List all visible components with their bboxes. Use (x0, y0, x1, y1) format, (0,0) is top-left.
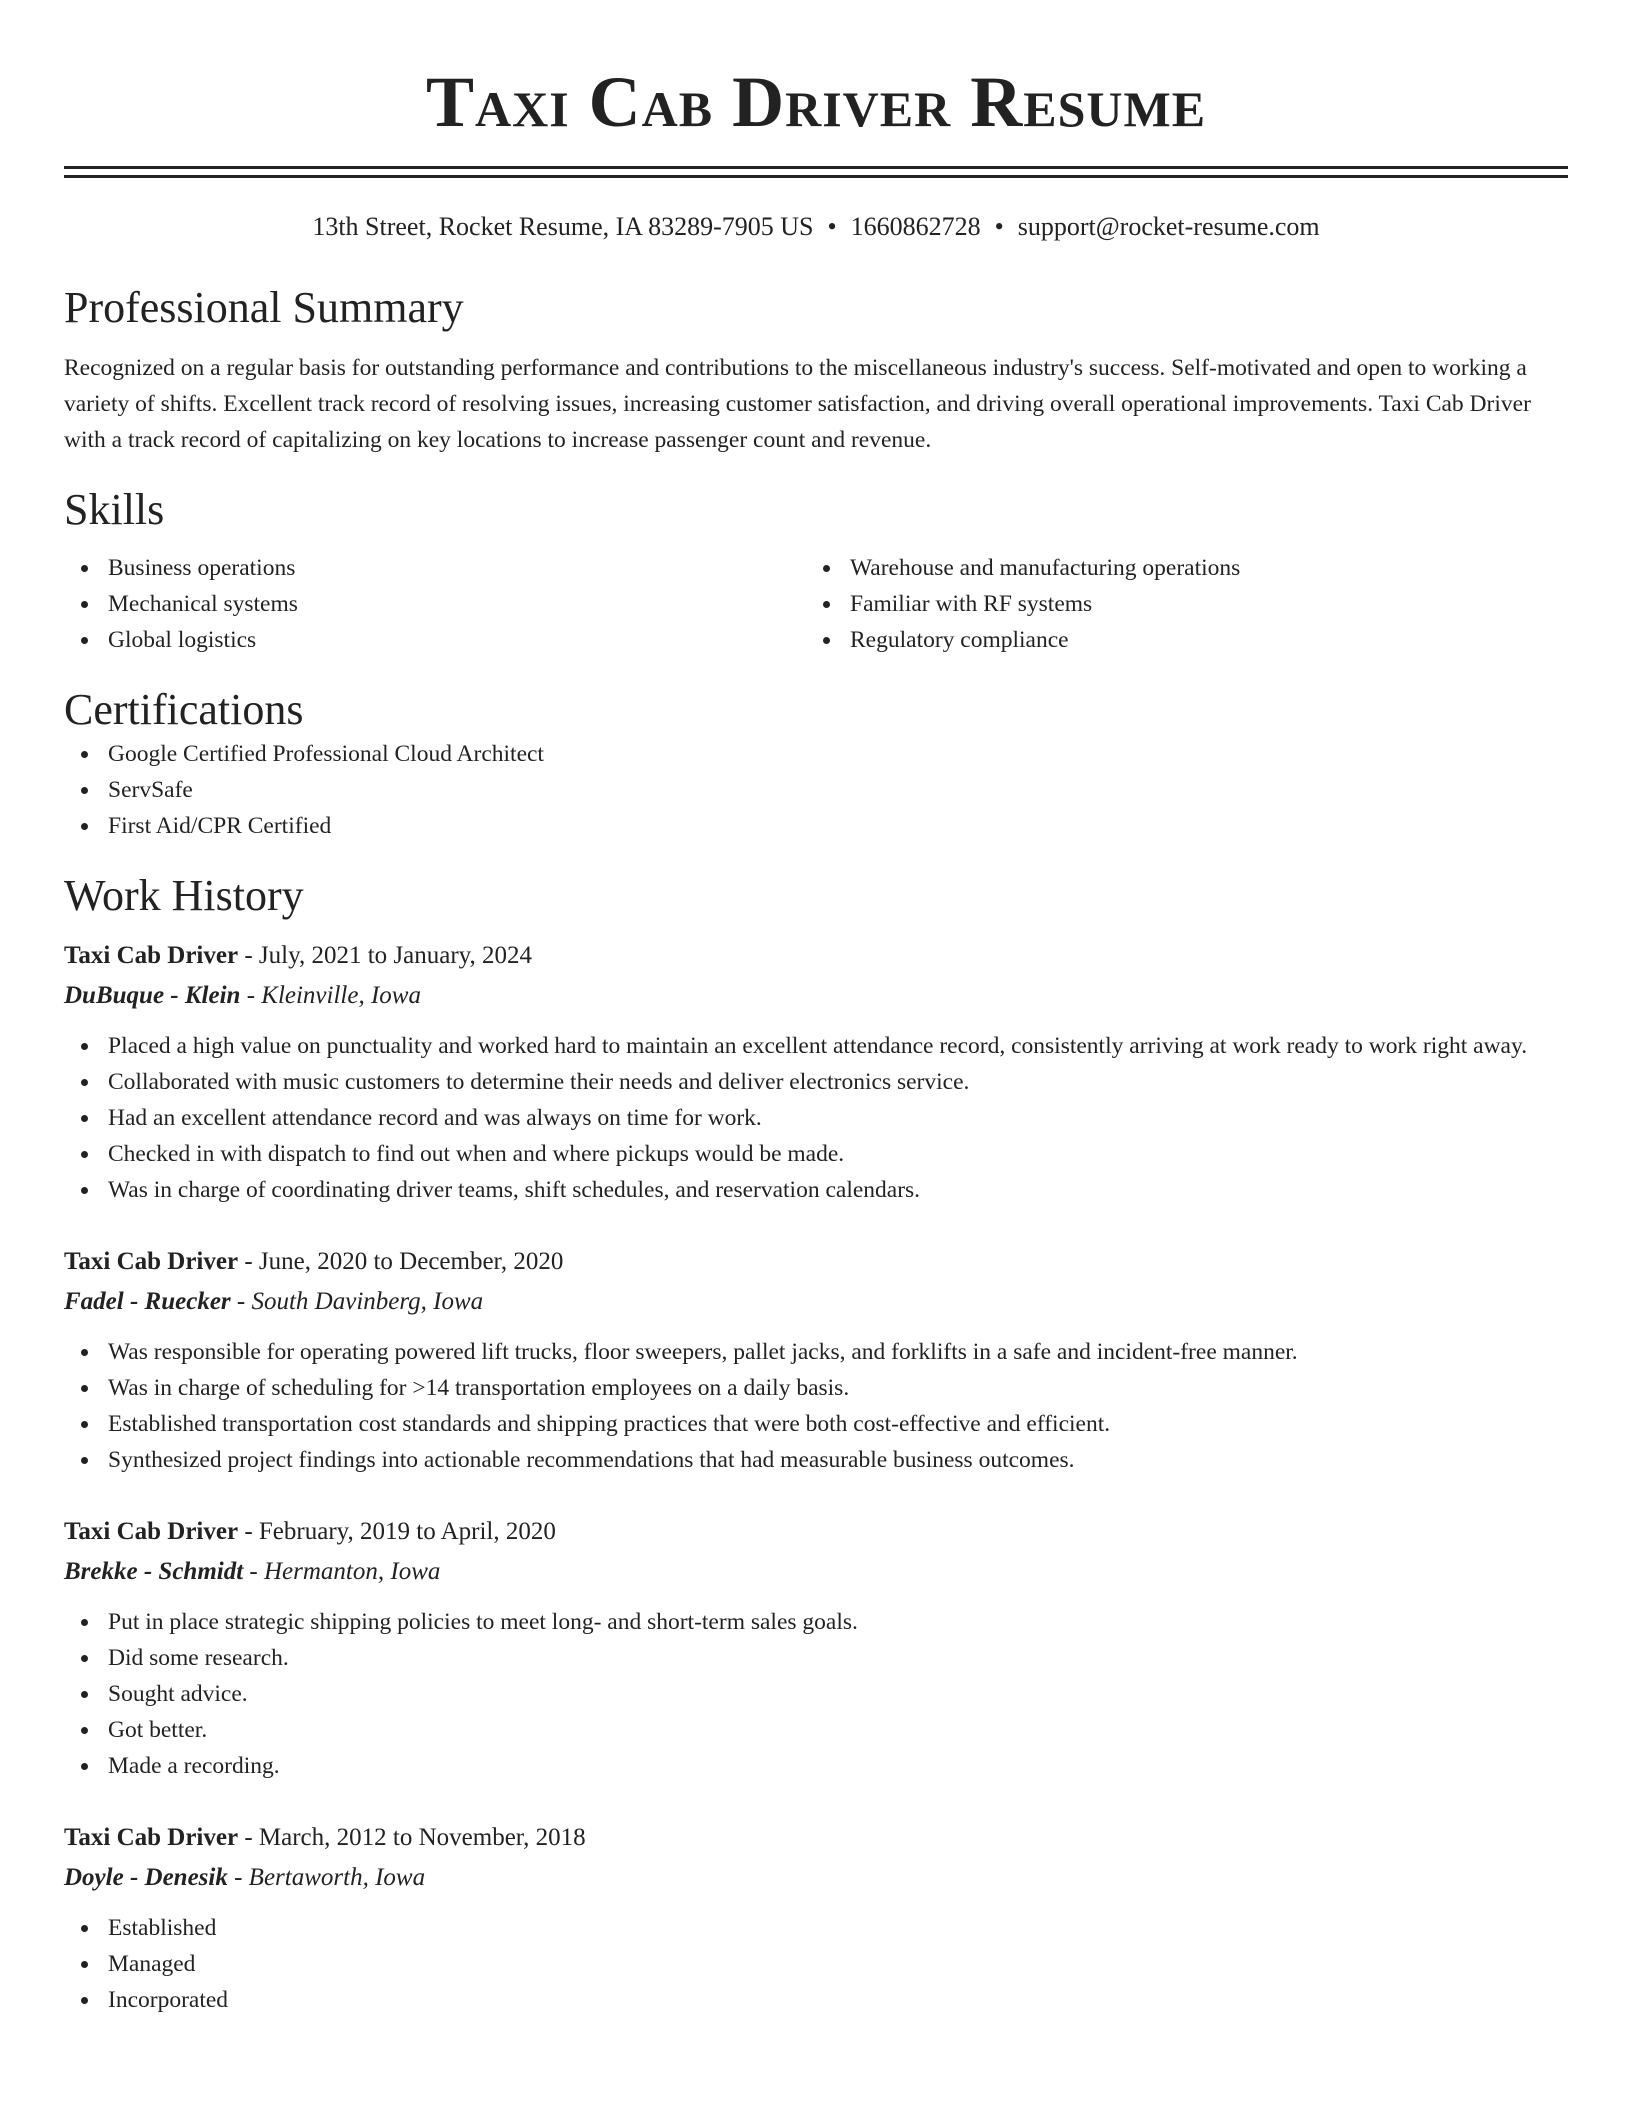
contact-line (64, 210, 1568, 244)
company-location: South Davinberg, Iowa (251, 1288, 484, 1315)
certifications-heading: Certifications (64, 685, 304, 734)
job-title: Taxi Cab Driver (64, 1248, 239, 1275)
work-history-heading: Work History (64, 871, 304, 920)
job-entry (64, 1514, 1568, 1784)
job-dates: June, 2020 to December, 2020 (258, 1248, 564, 1275)
job-dash: - (246, 982, 256, 1009)
summary-heading: Professional Summary (64, 283, 464, 332)
job-bullet: Placed a high value on punctuality and worked hard to maintain an excellent attendance record, consistently arriving at work ready to work right away. (64, 1028, 1568, 1064)
job-bullet: Put in place strategic shipping policies to meet long- and short-term sales goals. (64, 1604, 1568, 1640)
skill-item: Mechanical systems (64, 586, 806, 622)
company-location: Kleinville, Iowa (261, 982, 421, 1009)
skill-item: Global logistics (64, 622, 806, 658)
summary-text: Recognized on a regular basis for outstanding performance and contributions to the miscellaneous industry's success. Self-motivated and open to working a variety of shifts. Excellent track record of resolving issues, increasing customer satisfaction, and driving overall operational improvements. Taxi Cab Driver with a track record of capitalizing on key locations to increase passenger count and revenue. (64, 355, 1531, 453)
skills-grid (64, 550, 1568, 658)
contact-email: support@rocket-resume.com (1017, 212, 1320, 241)
company-name: Doyle - Denesik (64, 1864, 228, 1891)
job-bullet: Incorporated (64, 1982, 1568, 2018)
company-line (64, 1284, 1568, 1320)
job-title-line (64, 1244, 1568, 1280)
job-dash: - (249, 1558, 258, 1585)
work-history-section (64, 870, 1568, 2018)
job-dash: - (244, 1518, 253, 1545)
job-title-line (64, 1514, 1568, 1550)
job-bullets (64, 1910, 1568, 2018)
job-dash: - (244, 1824, 253, 1851)
job-bullets (64, 1604, 1568, 1784)
job-bullet: Was in charge of scheduling for >14 transportation employees on a daily basis. (64, 1370, 1568, 1406)
job-bullet: Was responsible for operating powered lift trucks, floor sweepers, pallet jacks, and forklifts in a safe and incident-free manner. (64, 1334, 1568, 1370)
job-title: Taxi Cab Driver (64, 942, 239, 969)
job-bullets (64, 1028, 1568, 1208)
job-bullet: Synthesized project findings into actionable recommendations that had measurable business outcomes. (64, 1442, 1568, 1478)
job-bullet: Made a recording. (64, 1748, 1568, 1784)
contact-separator: • (827, 212, 837, 241)
job-bullets (64, 1334, 1568, 1478)
skill-item: Familiar with RF systems (806, 586, 1548, 622)
company-name: Brekke - Schmidt (64, 1558, 244, 1585)
contact-phone: 1660862728 (850, 212, 981, 241)
job-bullet: Checked in with dispatch to find out when and where pickups would be made. (64, 1136, 1568, 1172)
job-entry (64, 1244, 1568, 1478)
skills-column-left (64, 550, 806, 658)
summary-section (64, 282, 1568, 458)
certification-item: First Aid/CPR Certified (64, 808, 1568, 844)
job-bullet: Collaborated with music customers to determine their needs and deliver electronics service. (64, 1064, 1568, 1100)
job-title: Taxi Cab Driver (64, 1518, 239, 1545)
job-bullet: Did some research. (64, 1640, 1568, 1676)
contact-address: 13th Street, Rocket Resume, IA 83289-7905 US (312, 212, 814, 241)
job-entry (64, 938, 1568, 1208)
title-divider-bottom (64, 175, 1568, 178)
skill-item: Warehouse and manufacturing operations (806, 550, 1548, 586)
company-line (64, 978, 1568, 1014)
certification-item: Google Certified Professional Cloud Architect (64, 736, 1568, 772)
skill-item: Regulatory compliance (806, 622, 1548, 658)
job-entry (64, 1820, 1568, 2018)
company-location: Bertaworth, Iowa (248, 1864, 426, 1891)
job-dash: - (244, 942, 253, 969)
skill-item: Business operations (64, 550, 806, 586)
job-title-line (64, 1820, 1568, 1856)
company-name: Fadel - Ruecker (64, 1288, 231, 1315)
contact-separator: • (994, 212, 1004, 241)
title-divider-top (64, 166, 1568, 169)
company-line (64, 1860, 1568, 1896)
company-line (64, 1554, 1568, 1590)
company-location: Hermanton, Iowa (264, 1558, 441, 1585)
job-dates: March, 2012 to November, 2018 (258, 1824, 586, 1851)
job-bullet: Established transportation cost standards and shipping practices that were both cost-effective and efficient. (64, 1406, 1568, 1442)
job-bullet: Had an excellent attendance record and was always on time for work. (64, 1100, 1568, 1136)
resume-title: Taxi Cab Driver Resume (425, 62, 1207, 142)
resume-page (64, 0, 1568, 2018)
job-title: Taxi Cab Driver (64, 1824, 239, 1851)
job-bullet: Managed (64, 1946, 1568, 1982)
job-dash: - (244, 1248, 253, 1275)
job-bullet: Established (64, 1910, 1568, 1946)
skills-section (64, 484, 1568, 658)
certifications-section (64, 684, 1568, 844)
job-dash: - (234, 1864, 243, 1891)
certifications-list (64, 736, 1568, 844)
job-dates: February, 2019 to April, 2020 (258, 1518, 556, 1545)
certification-item: ServSafe (64, 772, 1568, 808)
job-dash: - (236, 1288, 246, 1315)
job-dates: July, 2021 to January, 2024 (258, 942, 533, 969)
job-bullet: Was in charge of coordinating driver teams, shift schedules, and reservation calendars. (64, 1172, 1568, 1208)
job-title-line (64, 938, 1568, 974)
company-name: DuBuque - Klein (64, 982, 241, 1009)
skills-column-right (806, 550, 1548, 658)
skills-heading: Skills (64, 485, 165, 534)
job-bullet: Sought advice. (64, 1676, 1568, 1712)
job-bullet: Got better. (64, 1712, 1568, 1748)
